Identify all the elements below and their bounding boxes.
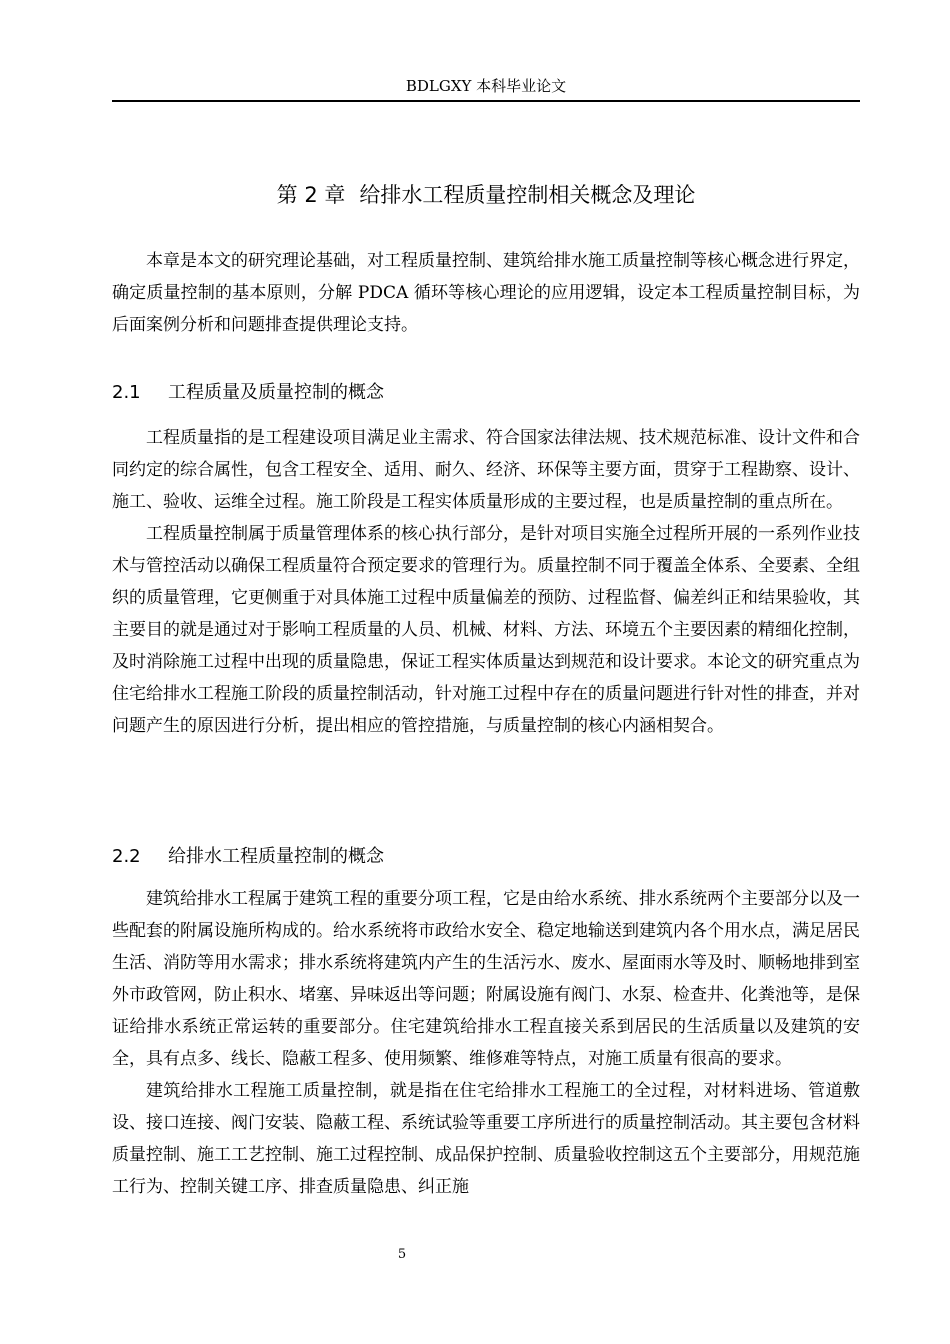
section-title: 给排水工程质量控制的概念 — [168, 846, 384, 867]
header-rule — [112, 100, 860, 102]
section-heading-2-2 — [112, 843, 860, 871]
body-paragraph: 工程质量指的是工程建设项目满足业主需求、符合国家法律法规、技术规范标准、设计文件和合同约定的综合属性，包含工程安全、适用、耐久、经济、环保等主要方面，贯穿于工程勘察、设计、施工、验收、运维全过程。施工阶段是工程实体质量形成的主要过程，也是质量控制的重点所在。 — [112, 428, 860, 512]
body-paragraph: 建筑给排水工程属于建筑工程的重要分项工程，它是由给水系统、排水系统两个主要部分以及一些配套的附属设施所构成的。给水系统将市政给水安全、稳定地输送到建筑内各个用水点，满足居民生活、消防等用水需求；排水系统将建筑内产生的生活污水、废水、屋面雨水等及时、顺畅地排到室外市政管网，防止积水、堵塞、异味返出等问题；附属设施有阀门、水泵、检查井、化粪池等，是保证给排水系统正常运转的重要部分。住宅建筑给排水工程直接关系到居民的生活质量以及建筑的安全，具有点多、线长、隐蔽工程多、使用频繁、维修难等特点，对施工质量有很高的要求。 — [112, 889, 860, 1069]
section-title: 工程质量及质量控制的概念 — [168, 382, 384, 403]
page-number: 5 — [397, 1247, 407, 1262]
section-number: 2.2 — [112, 846, 141, 867]
section-body-2-2 — [112, 883, 860, 1203]
chapter-title-text: 给排水工程质量控制相关概念及理论 — [359, 183, 696, 207]
intro-paragraph: 本章是本文的研究理论基础，对工程质量控制、建筑给排水施工质量控制等核心概念进行界定，确定质量控制的基本原则，分解 PDCA 循环等核心理论的应用逻辑，设定本工程质量控制目标，为后面案例分析和问题排查提供理论支持。 — [112, 251, 860, 335]
body-paragraph: 建筑给排水工程施工质量控制，就是指在住宅给排水工程施工的全过程，对材料进场、管道敷设、接口连接、阀门安装、隐蔽工程、系统试验等重要工序所进行的质量控制活动。其主要包含材料质量控制、施工工艺控制、施工过程控制、成品保护控制、质量验收控制这五个主要部分，用规范施工行为、控制关键工序、排查质量隐患、纠正施 — [112, 1081, 860, 1197]
chapter-number: 第 2 章 — [276, 183, 346, 207]
chapter-intro — [112, 245, 860, 341]
section-heading-2-1 — [112, 379, 860, 407]
chapter-title — [112, 181, 860, 209]
section-number: 2.1 — [112, 382, 141, 403]
running-header: BDLGXY 本科毕业论文 — [405, 77, 567, 95]
body-paragraph: 工程质量控制属于质量管理体系的核心执行部分，是针对项目实施全过程所开展的一系列作业技术与管控活动以确保工程质量符合预定要求的管理行为。质量控制不同于覆盖全体系、全要素、全组织的质量管理，它更侧重于对具体施工过程中质量偏差的预防、过程监督、偏差纠正和结果验收，其主要目的就是通过对于影响工程质量的人员、机械、材料、方法、环境五个主要因素的精细化控制，及时消除施工过程中出现的质量隐患，保证工程实体质量达到规范和设计要求。本论文的研究重点为住宅给排水工程施工阶段的质量控制活动，针对施工过程中存在的质量问题进行针对性的排查，并对问题产生的原因进行分析，提出相应的管控措施，与质量控制的核心内涵相契合。 — [112, 524, 860, 736]
section-body-2-1 — [112, 422, 860, 742]
